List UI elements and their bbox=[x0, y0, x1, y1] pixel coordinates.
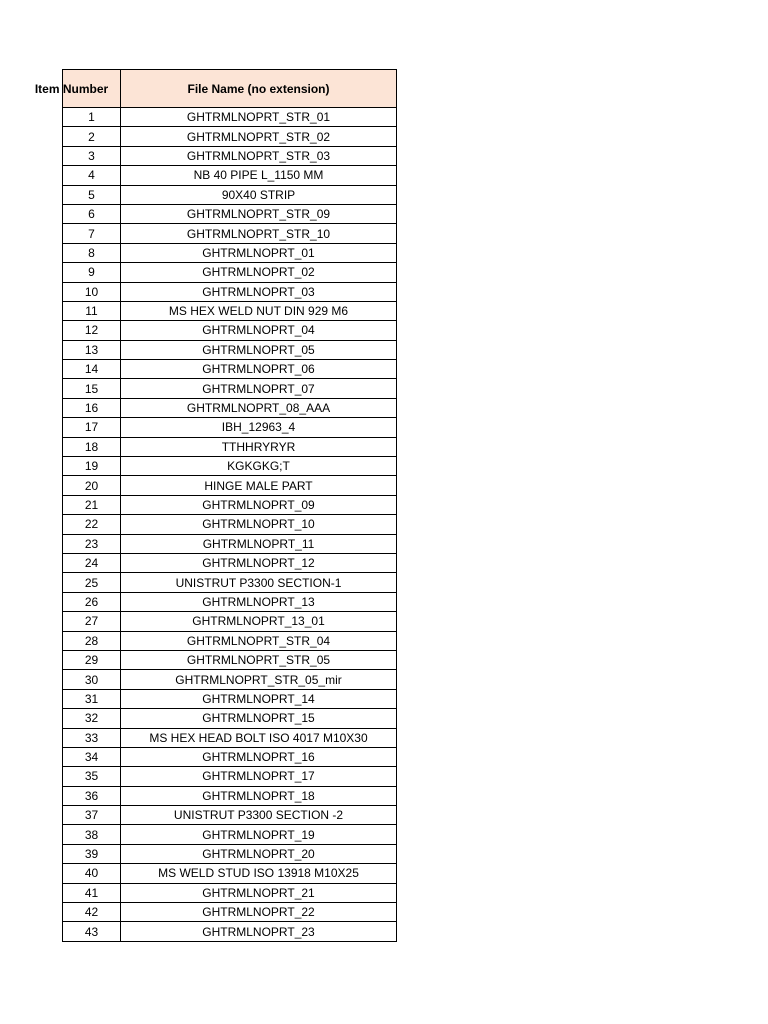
item-number-cell[interactable]: 25 bbox=[63, 573, 121, 592]
table-row bbox=[63, 728, 397, 747]
table-row bbox=[63, 864, 397, 883]
item-number-cell[interactable]: 11 bbox=[63, 301, 121, 320]
file-name-cell[interactable]: GHTRMLNOPRT_08_AAA bbox=[121, 398, 397, 417]
file-name-cell[interactable]: GHTRMLNOPRT_15 bbox=[121, 709, 397, 728]
table-row bbox=[63, 418, 397, 437]
item-number-cell[interactable]: 22 bbox=[63, 515, 121, 534]
item-number-cell[interactable]: 13 bbox=[63, 340, 121, 359]
column-header-item-number[interactable] bbox=[34, 70, 121, 108]
table-row bbox=[63, 398, 397, 417]
column-header-file-name[interactable]: File Name (no extension) bbox=[121, 70, 397, 108]
file-name-cell[interactable]: GHTRMLNOPRT_06 bbox=[121, 360, 397, 379]
item-number-cell[interactable]: 26 bbox=[63, 592, 121, 611]
file-name-cell[interactable]: GHTRMLNOPRT_02 bbox=[121, 263, 397, 282]
table-row bbox=[63, 883, 397, 902]
table-row bbox=[63, 631, 397, 650]
table-row bbox=[63, 592, 397, 611]
file-name-cell[interactable]: GHTRMLNOPRT_09 bbox=[121, 495, 397, 514]
file-name-cell[interactable]: GHTRMLNOPRT_STR_05 bbox=[121, 650, 397, 669]
item-number-cell[interactable]: 42 bbox=[63, 903, 121, 922]
item-number-cell[interactable]: 41 bbox=[63, 883, 121, 902]
item-number-cell[interactable]: 43 bbox=[63, 922, 121, 941]
table-row bbox=[63, 767, 397, 786]
table-row bbox=[63, 612, 397, 631]
item-number-cell[interactable]: 36 bbox=[63, 786, 121, 805]
table-row bbox=[63, 689, 397, 708]
item-number-cell[interactable]: 37 bbox=[63, 806, 121, 825]
file-name-cell[interactable]: GHTRMLNOPRT_22 bbox=[121, 903, 397, 922]
table-row bbox=[63, 360, 397, 379]
file-name-cell[interactable]: NB 40 PIPE L_1150 MM bbox=[121, 166, 397, 185]
item-number-cell[interactable]: 9 bbox=[63, 263, 121, 282]
table-row bbox=[63, 670, 397, 689]
table-row bbox=[63, 903, 397, 922]
item-number-cell[interactable]: 30 bbox=[63, 670, 121, 689]
item-number-cell[interactable]: 33 bbox=[63, 728, 121, 747]
item-number-cell[interactable]: 19 bbox=[63, 457, 121, 476]
file-name-cell[interactable]: GHTRMLNOPRT_19 bbox=[121, 825, 397, 844]
table-row bbox=[63, 127, 397, 146]
item-number-cell[interactable]: 28 bbox=[63, 631, 121, 650]
file-name-cell[interactable]: GHTRMLNOPRT_03 bbox=[121, 282, 397, 301]
file-name-cell[interactable]: GHTRMLNOPRT_STR_05_mir bbox=[121, 670, 397, 689]
item-number-cell[interactable]: 12 bbox=[63, 321, 121, 340]
table-row bbox=[63, 321, 397, 340]
file-name-cell[interactable]: IBH_12963_4 bbox=[121, 418, 397, 437]
item-number-cell[interactable]: 1 bbox=[63, 108, 121, 127]
file-name-cell[interactable]: GHTRMLNOPRT_STR_04 bbox=[121, 631, 397, 650]
table-row bbox=[63, 379, 397, 398]
table-row bbox=[63, 301, 397, 320]
item-number-cell[interactable]: 6 bbox=[63, 204, 121, 223]
item-number-cell[interactable]: 20 bbox=[63, 476, 121, 495]
item-number-cell[interactable]: 15 bbox=[63, 379, 121, 398]
item-number-cell[interactable]: 38 bbox=[63, 825, 121, 844]
table-row bbox=[63, 263, 397, 282]
item-number-cell[interactable]: 27 bbox=[63, 612, 121, 631]
item-number-cell[interactable]: 8 bbox=[63, 243, 121, 262]
table-row bbox=[63, 534, 397, 553]
file-name-cell[interactable]: GHTRMLNOPRT_14 bbox=[121, 689, 397, 708]
item-number-cell[interactable]: 17 bbox=[63, 418, 121, 437]
file-name-cell[interactable]: GHTRMLNOPRT_07 bbox=[121, 379, 397, 398]
header-row bbox=[63, 70, 397, 108]
file-name-cell[interactable]: GHTRMLNOPRT_17 bbox=[121, 767, 397, 786]
table-row bbox=[63, 553, 397, 572]
table-row bbox=[63, 650, 397, 669]
file-name-cell[interactable]: GHTRMLNOPRT_01 bbox=[121, 243, 397, 262]
table-row bbox=[63, 146, 397, 165]
table-row bbox=[63, 224, 397, 243]
file-name-cell[interactable]: GHTRMLNOPRT_20 bbox=[121, 844, 397, 863]
file-name-cell[interactable]: HINGE MALE PART bbox=[121, 476, 397, 495]
file-name-cell[interactable]: GHTRMLNOPRT_STR_10 bbox=[121, 224, 397, 243]
file-name-cell[interactable]: GHTRMLNOPRT_05 bbox=[121, 340, 397, 359]
table-row bbox=[63, 806, 397, 825]
table-row bbox=[63, 204, 397, 223]
table-row bbox=[63, 786, 397, 805]
file-name-cell[interactable]: GHTRMLNOPRT_16 bbox=[121, 747, 397, 766]
file-name-cell[interactable]: GHTRMLNOPRT_10 bbox=[121, 515, 397, 534]
item-number-cell[interactable]: 2 bbox=[63, 127, 121, 146]
file-name-cell[interactable]: KGKGKG;T bbox=[121, 457, 397, 476]
item-number-cell[interactable]: 24 bbox=[63, 553, 121, 572]
table-row bbox=[63, 185, 397, 204]
table-row bbox=[63, 573, 397, 592]
file-name-cell[interactable]: GHTRMLNOPRT_18 bbox=[121, 786, 397, 805]
file-name-cell[interactable]: TTHHRYRYR bbox=[121, 437, 397, 456]
item-number-cell[interactable]: 16 bbox=[63, 398, 121, 417]
item-number-cell[interactable]: 32 bbox=[63, 709, 121, 728]
table-row bbox=[63, 340, 397, 359]
item-number-cell[interactable]: 34 bbox=[63, 747, 121, 766]
item-number-cell[interactable]: 31 bbox=[63, 689, 121, 708]
table-row bbox=[63, 515, 397, 534]
file-name-cell[interactable]: UNISTRUT P3300 SECTION -2 bbox=[121, 806, 397, 825]
item-number-cell[interactable]: 18 bbox=[63, 437, 121, 456]
table-row bbox=[63, 282, 397, 301]
file-name-cell[interactable]: GHTRMLNOPRT_11 bbox=[121, 534, 397, 553]
item-number-cell[interactable]: 40 bbox=[63, 864, 121, 883]
file-name-cell[interactable]: MS HEX HEAD BOLT ISO 4017 M10X30 bbox=[121, 728, 397, 747]
file-name-cell[interactable]: MS WELD STUD ISO 13918 M10X25 bbox=[121, 864, 397, 883]
file-name-cell[interactable]: GHTRMLNOPRT_STR_02 bbox=[121, 127, 397, 146]
item-number-cell[interactable]: 14 bbox=[63, 360, 121, 379]
item-number-cell[interactable]: 3 bbox=[63, 146, 121, 165]
table-row bbox=[63, 747, 397, 766]
item-number-cell[interactable]: 5 bbox=[63, 185, 121, 204]
table-row bbox=[63, 166, 397, 185]
item-number-cell[interactable]: 39 bbox=[63, 844, 121, 863]
file-name-cell[interactable]: GHTRMLNOPRT_STR_09 bbox=[121, 204, 397, 223]
table-row bbox=[63, 844, 397, 863]
table-row bbox=[63, 243, 397, 262]
table-row bbox=[63, 495, 397, 514]
file-name-cell[interactable]: GHTRMLNOPRT_23 bbox=[121, 922, 397, 941]
table-row bbox=[63, 709, 397, 728]
file-name-cell[interactable]: GHTRMLNOPRT_13_01 bbox=[121, 612, 397, 631]
table-row bbox=[63, 437, 397, 456]
table-row bbox=[63, 922, 397, 941]
item-number-header-label: Item Number bbox=[34, 81, 109, 96]
file-name-cell[interactable]: MS HEX WELD NUT DIN 929 M6 bbox=[121, 301, 397, 320]
file-name-cell[interactable]: GHTRMLNOPRT_STR_01 bbox=[121, 108, 397, 127]
item-number-cell[interactable]: 4 bbox=[63, 166, 121, 185]
item-number-cell[interactable]: 21 bbox=[63, 495, 121, 514]
file-name-cell[interactable]: GHTRMLNOPRT_13 bbox=[121, 592, 397, 611]
file-name-cell[interactable]: GHTRMLNOPRT_STR_03 bbox=[121, 146, 397, 165]
table-row bbox=[63, 457, 397, 476]
table-row bbox=[63, 825, 397, 844]
parts-table bbox=[34, 69, 397, 942]
table-row bbox=[63, 476, 397, 495]
item-number-cell[interactable]: 10 bbox=[63, 282, 121, 301]
item-number-cell[interactable]: 23 bbox=[63, 534, 121, 553]
table-row bbox=[63, 108, 397, 127]
file-name-cell[interactable]: GHTRMLNOPRT_12 bbox=[121, 553, 397, 572]
file-name-cell[interactable]: 90X40 STRIP bbox=[121, 185, 397, 204]
item-number-cell[interactable]: 29 bbox=[63, 650, 121, 669]
item-number-cell[interactable]: 35 bbox=[63, 767, 121, 786]
file-name-cell[interactable]: GHTRMLNOPRT_21 bbox=[121, 883, 397, 902]
file-name-cell[interactable]: UNISTRUT P3300 SECTION-1 bbox=[121, 573, 397, 592]
file-name-cell[interactable]: GHTRMLNOPRT_04 bbox=[121, 321, 397, 340]
item-number-cell[interactable]: 7 bbox=[63, 224, 121, 243]
